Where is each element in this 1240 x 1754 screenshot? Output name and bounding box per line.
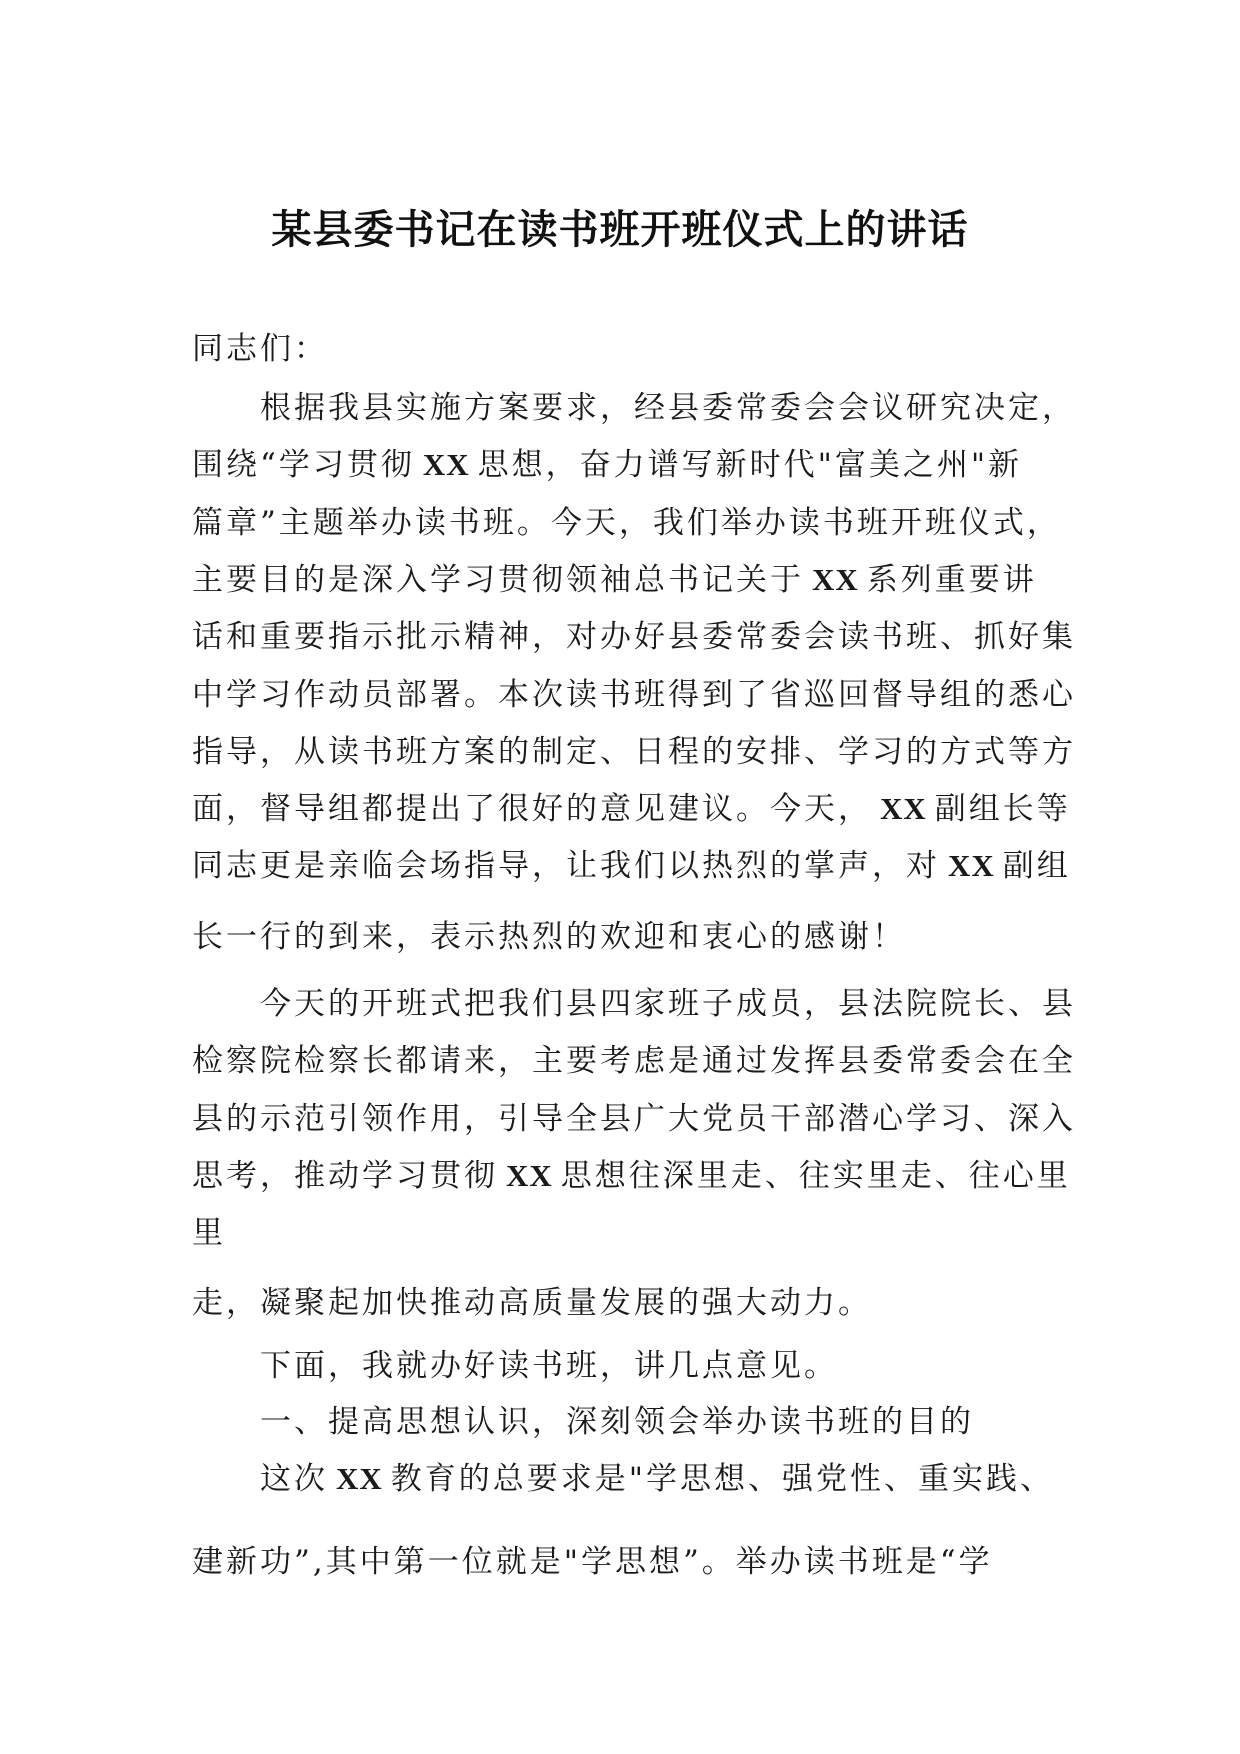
text-line: 检察院检察长都请来，主要考虑是通过发挥县委常委会在全 <box>192 1043 1076 1079</box>
text-line: 里 <box>192 1215 226 1251</box>
text-line: 指导，从读书班方案的制定、日程的安排、学习的方式等方 <box>192 734 1076 770</box>
placeholder-term: XX <box>422 447 470 482</box>
placeholder-term: XX <box>948 848 995 883</box>
placeholder-term: XX <box>506 1158 553 1193</box>
text-line: 面，督导组都提出了很好的意见建议。今天， XX 副组长等 <box>192 791 1071 827</box>
text-line: 同志更是亲临会场指导，让我们以热烈的掌声，对 XX 副组 <box>192 848 1071 884</box>
section-heading: 一、提高思想认识，深刻领会举办读书班的目的 <box>192 1404 974 1440</box>
placeholder-term: XX <box>812 562 859 597</box>
placeholder-term: XX <box>880 791 927 826</box>
text-line: 思考，推动学习贯彻 XX 思想往深里走、往实里走、往心里 <box>192 1158 1071 1194</box>
text-line: 这次 XX 教育的总要求是"学思想、强党性、重实践、 <box>192 1461 1055 1497</box>
text-line: 下面，我就办好读书班，讲几点意见。 <box>192 1348 838 1384</box>
text-line: 围绕“学习贯彻 XX 思想，奋力谱写新时代"富美之州"新 <box>192 447 1023 483</box>
text-line: 长一行的到来，表示热烈的欢迎和衷心的感谢！ <box>192 919 906 955</box>
text-line: 根据我县实施方案要求，经县委常委会会议研究决定， <box>192 390 1076 426</box>
text-line: 走，凝聚起加快推动高质量发展的强大动力。 <box>192 1285 872 1321</box>
document-title: 某县委书记在读书班开班仪式上的讲话 <box>271 207 969 253</box>
text-line: 县的示范引领作用，引导全县广大党员干部潜心学习、深入 <box>192 1101 1076 1137</box>
text-line: 今天的开班式把我们县四家班子成员，县法院院长、县 <box>192 986 1076 1022</box>
text-line: 篇章”主题举办读书班。今天，我们举办读书班开班仪式， <box>192 505 1061 541</box>
text-line: 建新功”,其中第一位就是"学思想”。举办读书班是“学 <box>192 1544 993 1580</box>
text-line: 中学习作动员部署。本次读书班得到了省巡回督导组的悉心 <box>192 677 1076 713</box>
placeholder-term: XX <box>336 1461 383 1496</box>
text-line: 同志们： <box>192 331 328 367</box>
text-line: 话和重要指示批示精神，对办好县委常委会读书班、抓好集 <box>192 619 1076 655</box>
text-line: 主要目的是深入学习贯彻领袖总书记关于 XX 系列重要讲 <box>192 562 1037 598</box>
